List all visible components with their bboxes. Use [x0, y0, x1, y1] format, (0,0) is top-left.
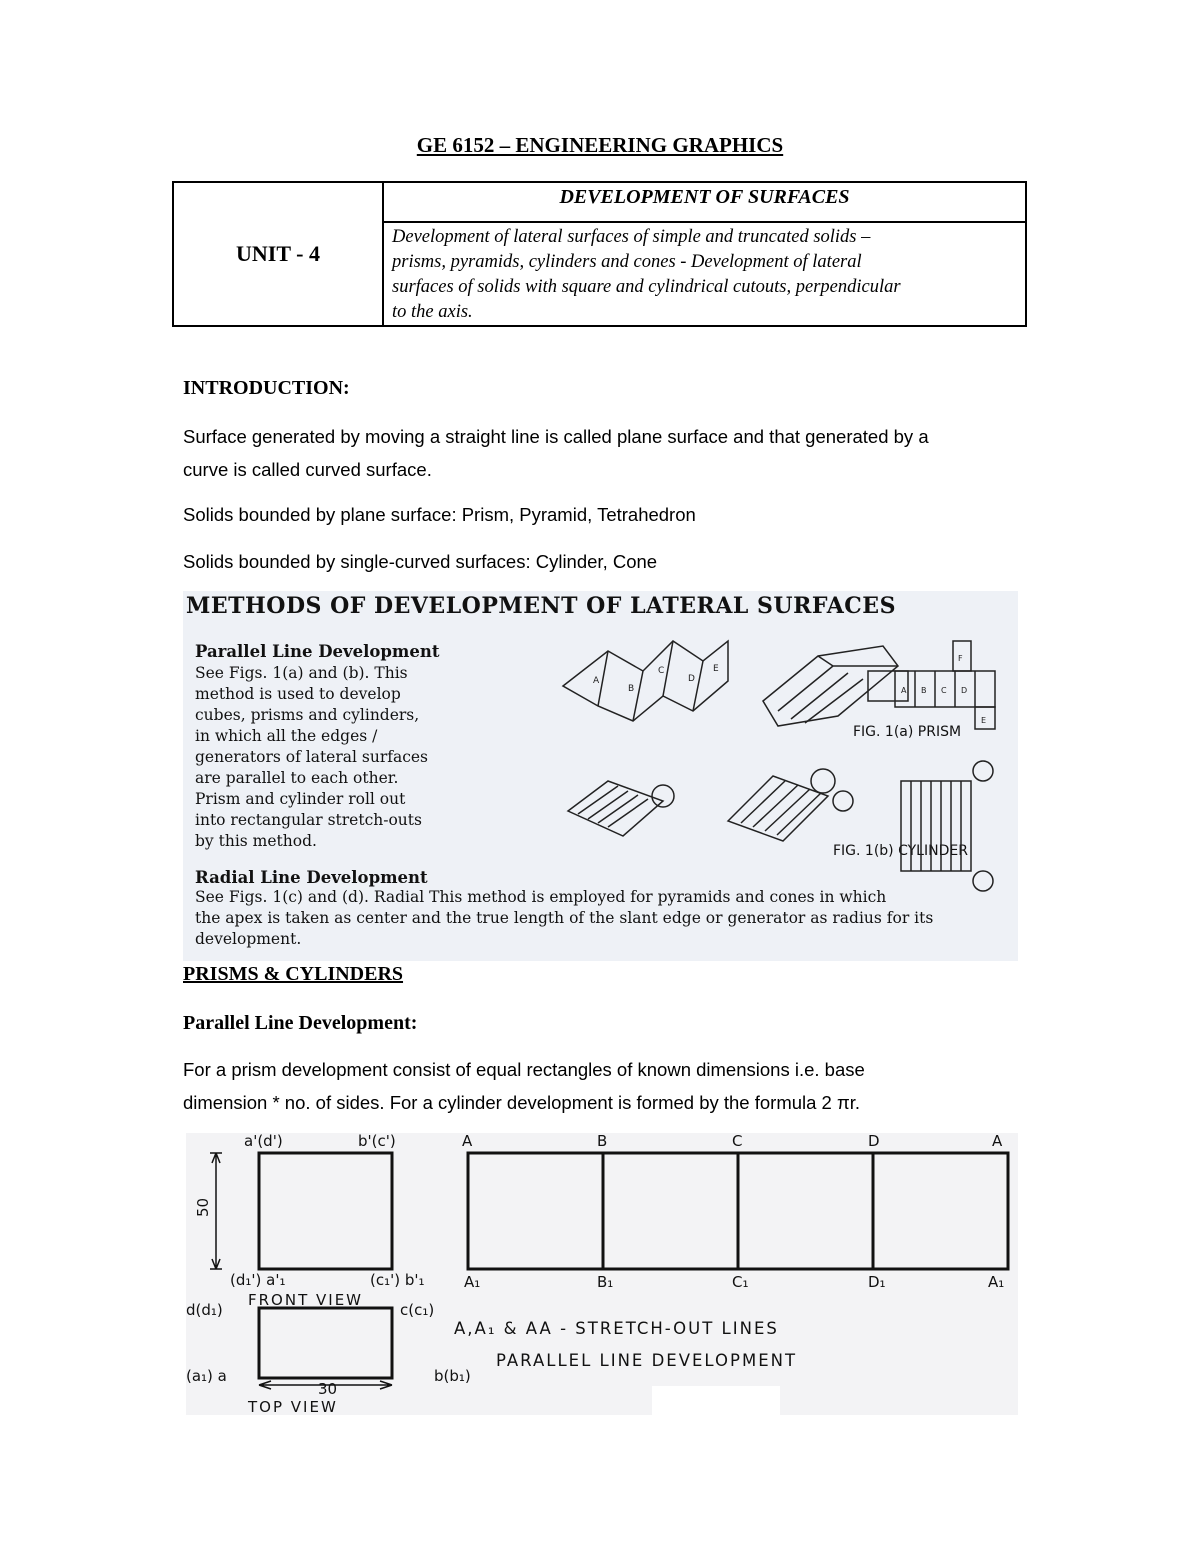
stretch-label: F: [958, 654, 963, 663]
white-patch: [652, 1386, 780, 1415]
prism-face-label: E: [713, 664, 719, 674]
parallel-development-figure: [186, 1133, 1018, 1415]
text-line: See Figs. 1(a) and (b). This: [195, 664, 408, 682]
text-line: in which all the edges /: [195, 727, 378, 745]
parallel-method-text: [195, 663, 428, 852]
unit-description-line: prisms, pyramids, cylinders and cones - Development of lateral: [392, 252, 862, 272]
unit-table: [172, 181, 1027, 327]
front-top-right-label: b'(c'): [358, 1133, 396, 1150]
prism-body-sketch: [763, 646, 898, 726]
prism-face-label: C: [658, 666, 665, 676]
stretch-label: A: [901, 686, 907, 695]
development-bottom-label: B₁: [597, 1273, 614, 1291]
top-view-rect: [259, 1308, 392, 1378]
front-view-rect: [259, 1153, 392, 1269]
paragraph-line: dimension * no. of sides. For a cylinder development is formed by the formula 2 πr.: [183, 1092, 861, 1113]
front-view-caption: FRONT VIEW: [248, 1291, 364, 1309]
paragraph-line: curve is called curved surface.: [183, 459, 432, 480]
text-line: are parallel to each other.: [195, 769, 399, 787]
cylinder-roll-left: [568, 781, 663, 836]
parallel-method-title: Parallel Line Development: [195, 642, 440, 661]
unit-label: UNIT - 4: [173, 182, 383, 326]
text-line: See Figs. 1(c) and (d). Radial This method is employed for pyramids and cones in which: [195, 888, 887, 906]
development-fold-lines: [603, 1153, 873, 1269]
development-bottom-label: D₁: [868, 1273, 886, 1291]
stretch-out-drawings: [893, 631, 1018, 911]
plane-solids-text: Solids bounded by plane surface: Prism, Pyramid, Tetrahedron: [183, 504, 696, 525]
unit-topic: DEVELOPMENT OF SURFACES: [383, 182, 1026, 222]
text-line: into rectangular stretch-outs: [195, 811, 422, 829]
prisms-paragraph: [183, 1053, 865, 1119]
development-top-label: D: [868, 1133, 880, 1150]
parallel-development-drawing: [186, 1133, 1018, 1415]
parallel-line-subheading: Parallel Line Development:: [183, 1012, 418, 1034]
development-top-label: A: [992, 1133, 1003, 1150]
development-bottom-label: A₁: [464, 1273, 481, 1291]
height-label: 50: [194, 1197, 212, 1217]
unit-description-line: to the axis.: [392, 302, 473, 322]
unit-description-line: surfaces of solids with square and cylindrical cutouts, perpendicular: [392, 277, 901, 297]
text-line: the apex is taken as center and the true length of the slant edge or generator as radius for its: [195, 909, 934, 927]
development-bottom-label: A₁: [988, 1273, 1005, 1291]
text-line: generators of lateral surfaces: [195, 748, 429, 766]
width-label: 30: [318, 1380, 338, 1398]
stretch-label: C: [941, 686, 947, 695]
unit-description: [383, 222, 1026, 326]
prism-face-label: D: [688, 674, 695, 684]
introduction-heading: INTRODUCTION:: [183, 377, 350, 399]
development-top-label: C: [732, 1133, 743, 1150]
front-top-left-label: a'(d'): [244, 1133, 283, 1150]
text-line: method is used to develop: [195, 685, 401, 703]
stretch-label: D: [961, 686, 968, 695]
top-top-right-label: c(c₁): [400, 1301, 435, 1319]
parallel-development-caption: PARALLEL LINE DEVELOPMENT: [496, 1351, 798, 1370]
stretch-label: E: [981, 716, 987, 725]
front-bottom-right-label: (c₁') b'₁: [370, 1271, 425, 1289]
text-line: development.: [195, 930, 302, 948]
text-line: Prism and cylinder roll out: [195, 790, 406, 808]
introduction-paragraph: [183, 420, 929, 486]
prism-face-label: B: [628, 684, 635, 694]
top-top-left-label: d(d₁): [186, 1301, 223, 1319]
methods-figure: [183, 591, 1018, 961]
unit-description-line: Development of lateral surfaces of simple and truncated solids –: [392, 227, 871, 247]
top-bottom-right-label: b(b₁): [434, 1367, 471, 1385]
methods-heading: METHODS OF DEVELOPMENT OF LATERAL SURFACES: [186, 593, 896, 619]
document-title: GE 6152 – ENGINEERING GRAPHICS: [416, 133, 784, 157]
unfolding-prism-sketch: [563, 641, 728, 721]
prism-face-label: A: [593, 676, 600, 686]
stretch-out-note: A,A₁ & AA - STRETCH-OUT LINES: [454, 1319, 779, 1338]
prisms-heading: PRISMS & CYLINDERS: [183, 963, 404, 985]
curved-solids-text: Solids bounded by single-curved surfaces: Cylinder, Cone: [183, 551, 658, 572]
top-bottom-left-label: (a₁) a: [186, 1367, 227, 1385]
paragraph-line: Surface generated by moving a straight line is called plane surface and that generated by a: [183, 426, 929, 447]
development-top-label: B: [597, 1133, 608, 1150]
radial-method-title: Radial Line Development: [195, 868, 428, 887]
cylinder-roll-middle: [728, 776, 828, 841]
radial-method-text: [195, 887, 1015, 950]
development-bottom-label: C₁: [732, 1273, 749, 1291]
fig-prism-caption: FIG. 1(a) PRISM: [853, 724, 962, 740]
front-bottom-left-label: (d₁') a'₁: [230, 1271, 286, 1289]
text-line: by this method.: [195, 832, 317, 850]
stretch-label: B: [921, 686, 927, 695]
paragraph-line: For a prism development consist of equal rectangles of known dimensions i.e. base: [183, 1059, 865, 1080]
top-view-caption: TOP VIEW: [248, 1398, 338, 1415]
development-top-label: A: [462, 1133, 473, 1150]
fig-cylinder-caption: FIG. 1(b) CYLINDER: [833, 843, 968, 859]
text-line: cubes, prisms and cylinders,: [195, 706, 420, 724]
